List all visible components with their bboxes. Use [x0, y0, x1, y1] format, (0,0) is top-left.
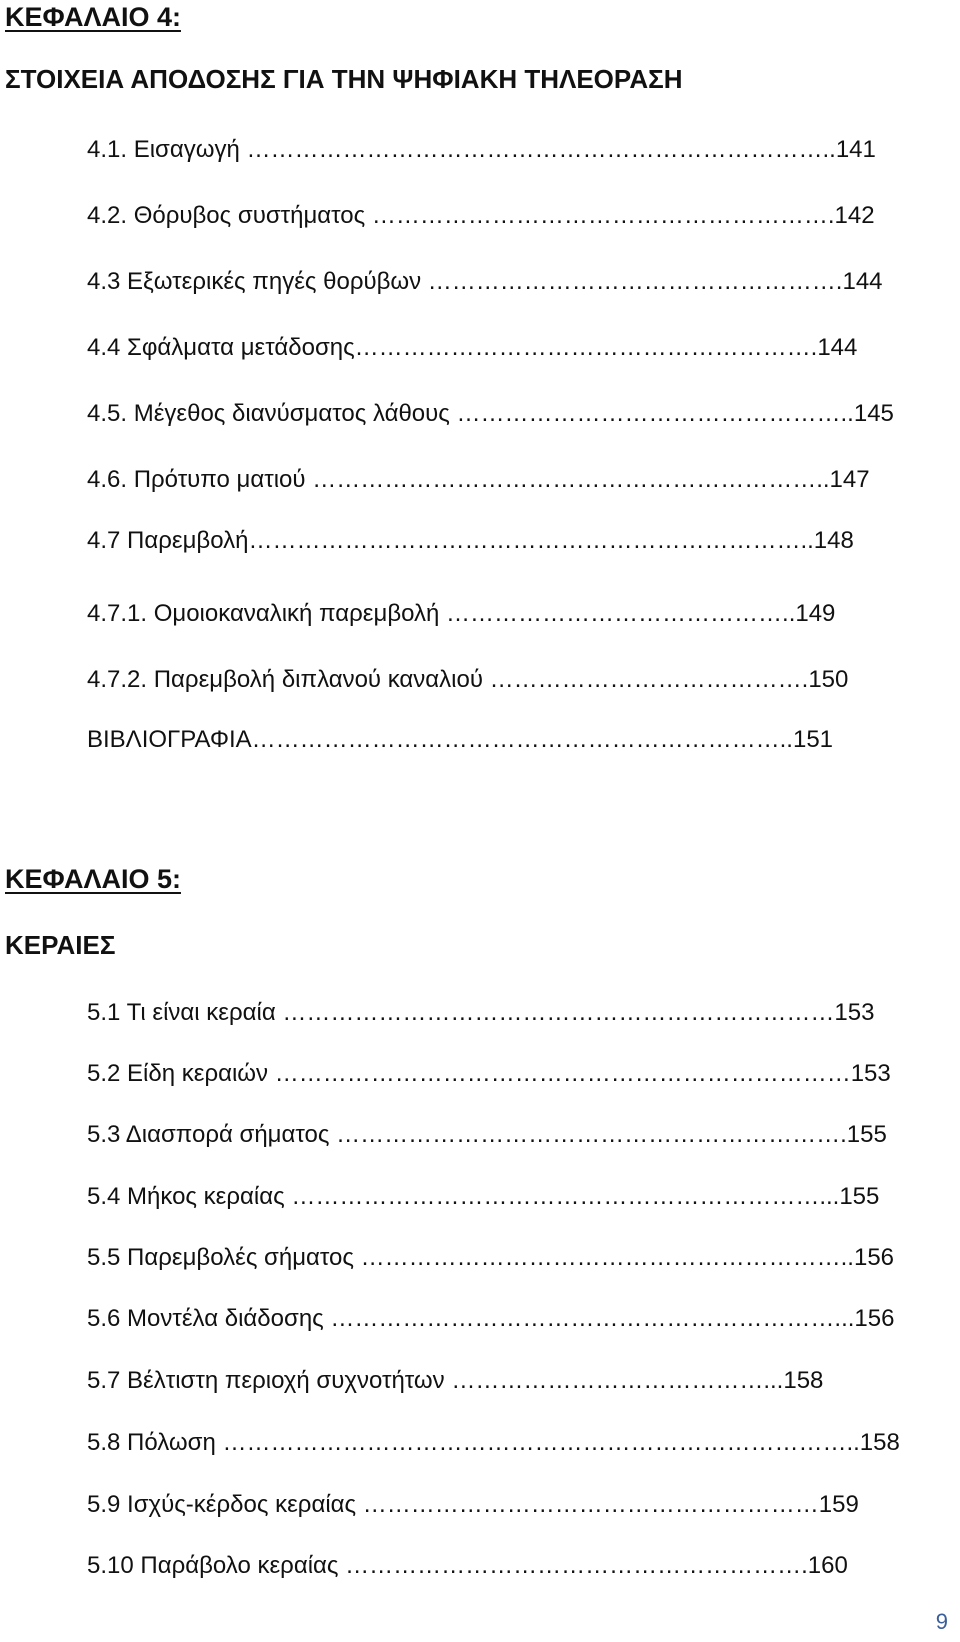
chapter-5-title: ΚΕΡΑΙΕΣ	[5, 930, 116, 960]
page-number: 9	[935, 1609, 948, 1634]
toc-entry: 4.7 Παρεμβολή……………………………………………………………..148	[87, 527, 854, 554]
toc-entry: 5.10 Παράβολο κεραίας ………………………………………………….160	[87, 1552, 848, 1579]
toc-entry: 4.2. Θόρυβος συστήματος ………………………………………………….142	[87, 202, 875, 229]
toc-entry: 5.7 Βέλτιστη περιοχή συχνοτήτων …………………………………...158	[87, 1367, 824, 1394]
toc-entry: ΒΙΒΛΙΟΓΡΑΦΙΑ…………………………………………………………..151	[87, 726, 834, 753]
chapter-5-label: ΚΕΦΑΛΑΙΟ 5:	[5, 864, 181, 894]
toc-entry: 5.4 Μήκος κεραίας …………………………………………………………...155	[87, 1183, 880, 1210]
toc-entry: 5.5 Παρεμβολές σήματος ……………………………………………………..156	[87, 1244, 895, 1271]
toc-entry: 4.7.2. Παρεμβολή διπλανού καναλιού ………………………………….150	[87, 666, 849, 693]
toc-entry: 4.3 Εξωτερικές πηγές θορύβων …………………………………………….144	[87, 268, 883, 295]
chapter-4-title: ΣΤΟΙΧΕΙΑ ΑΠΟΔΟΣΗΣ ΓΙΑ ΤΗΝ ΨΗΦΙΑΚΗ ΤΗΛΕΟΡΑΣΗ	[5, 64, 683, 94]
chapter-4-label: ΚΕΦΑΛΑΙΟ 4:	[5, 2, 181, 32]
toc-entry: 4.7.1. Ομοιοκαναλική παρεμβολή ……………………………………..149	[87, 600, 836, 627]
toc-entry: 4.4 Σφάλματα μετάδοσης………………………………………………….144	[87, 334, 858, 361]
toc-entry: 5.6 Μοντέλα διάδοσης ………………………………………………………...156	[87, 1305, 895, 1332]
toc-entry: 5.3 Διασπορά σήματος ……………………………………………………….155	[87, 1121, 887, 1148]
toc-entry: 5.2 Είδη κεραιών ………………………………………………………………153	[87, 1060, 891, 1087]
toc-entry: 5.8 Πόλωση ……………………………………………………………………..158	[87, 1429, 900, 1456]
toc-entry: 4.5. Μέγεθος διανύσματος λάθους …………………………………………..145	[87, 400, 894, 427]
toc-entry: 4.1. Εισαγωγή ………………………………………………………………..141	[87, 136, 876, 163]
toc-entry: 5.1 Τι είναι κεραία ……………………………………………………………153	[87, 999, 875, 1026]
toc-entry: 5.9 Ισχύς-κέρδος κεραίας …………………………………………………159	[87, 1491, 859, 1518]
toc-entry: 4.6. Πρότυπο ματιού ………………………………………………………..147	[87, 466, 870, 493]
